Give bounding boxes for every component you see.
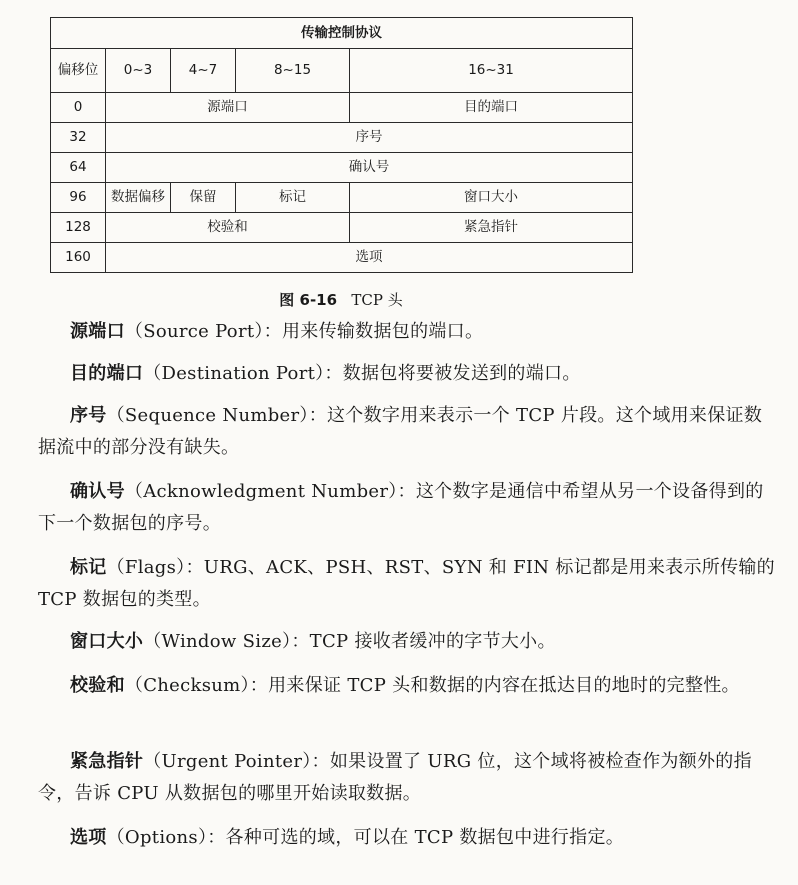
header-bits-0-3: 0~3 — [106, 49, 171, 93]
row-offset: 96 — [51, 183, 106, 213]
definition-urgent-pointer — [38, 746, 780, 810]
definition-options — [38, 822, 780, 854]
header-bits-8-15: 8~15 — [236, 49, 350, 93]
definition-text: （Source Port）：用来传输数据包的端口。 — [124, 321, 484, 342]
table-row — [51, 243, 633, 273]
definition-term: 标记 — [70, 557, 107, 578]
field-ack-number: 确认号 — [106, 153, 633, 183]
field-destination-port: 目的端口 — [350, 93, 633, 123]
field-urgent-pointer: 紧急指针 — [350, 213, 633, 243]
definition-sequence-number — [38, 400, 780, 464]
field-window-size: 窗口大小 — [350, 183, 633, 213]
field-sequence-number: 序号 — [106, 123, 633, 153]
definition-window-size — [38, 626, 780, 658]
field-source-port: 源端口 — [106, 93, 350, 123]
row-offset: 128 — [51, 213, 106, 243]
definition-text: （Options）：各种可选的域，可以在 TCP 数据包中进行指定。 — [106, 827, 625, 848]
field-options: 选项 — [106, 243, 633, 273]
row-offset: 0 — [51, 93, 106, 123]
definition-text: （Flags）：URG、ACK、PSH、RST、SYN 和 FIN 标记都是用来表示所传输的 TCP 数据包的类型。 — [38, 557, 775, 610]
definition-text: （Sequence Number）：这个数字用来表示一个 TCP 片段。这个域用来保证数据流中的部分没有缺失。 — [38, 405, 763, 458]
header-bits-4-7: 4~7 — [171, 49, 236, 93]
definition-term: 目的端口 — [70, 363, 144, 384]
field-reserved: 保留 — [171, 183, 236, 213]
table-row — [51, 213, 633, 243]
row-offset: 32 — [51, 123, 106, 153]
row-offset: 64 — [51, 153, 106, 183]
definition-text: （Window Size）：TCP 接收者缓冲的字节大小。 — [143, 631, 556, 652]
definition-text: （Checksum）：用来保证 TCP 头和数据的内容在抵达目的地时的完整性。 — [124, 675, 740, 696]
table-row — [51, 153, 633, 183]
definition-term: 窗口大小 — [70, 631, 144, 652]
definition-checksum — [38, 670, 780, 702]
definition-text: （Acknowledgment Number）：这个数字是通信中希望从另一个设备得到的下一个数据包的序号。 — [38, 481, 764, 534]
definition-term: 序号 — [70, 405, 107, 426]
figure-label: 图 6-16 — [279, 291, 338, 309]
definition-destination-port — [38, 358, 780, 390]
table-title-row — [51, 18, 633, 49]
definition-text: （Urgent Pointer）：如果设置了 URG 位，这个域将被检查作为额外的指令，告诉 CPU 从数据包的哪里开始读取数据。 — [38, 751, 752, 804]
header-bits-16-31: 16~31 — [350, 49, 633, 93]
table-row — [51, 93, 633, 123]
figure-caption — [0, 289, 682, 310]
definition-term: 选项 — [70, 827, 107, 848]
figure-caption-text: TCP 头 — [351, 291, 403, 309]
definition-flags — [38, 552, 780, 616]
table-row — [51, 183, 633, 213]
definition-term: 紧急指针 — [70, 751, 144, 772]
definition-term: 确认号 — [70, 481, 125, 502]
definition-term: 源端口 — [70, 321, 125, 342]
header-offset: 偏移位 — [51, 49, 106, 93]
definition-ack-number — [38, 476, 780, 540]
field-checksum: 校验和 — [106, 213, 350, 243]
field-data-offset: 数据偏移 — [106, 183, 171, 213]
definition-term: 校验和 — [70, 675, 125, 696]
field-flags: 标记 — [236, 183, 350, 213]
definition-text: （Destination Port）：数据包将要被发送到的端口。 — [143, 363, 581, 384]
row-offset: 160 — [51, 243, 106, 273]
table-header-row — [51, 49, 633, 93]
table-row — [51, 123, 633, 153]
table-title: 传输控制协议 — [51, 18, 633, 49]
tcp-header-table — [50, 17, 633, 273]
definition-source-port — [38, 316, 780, 348]
